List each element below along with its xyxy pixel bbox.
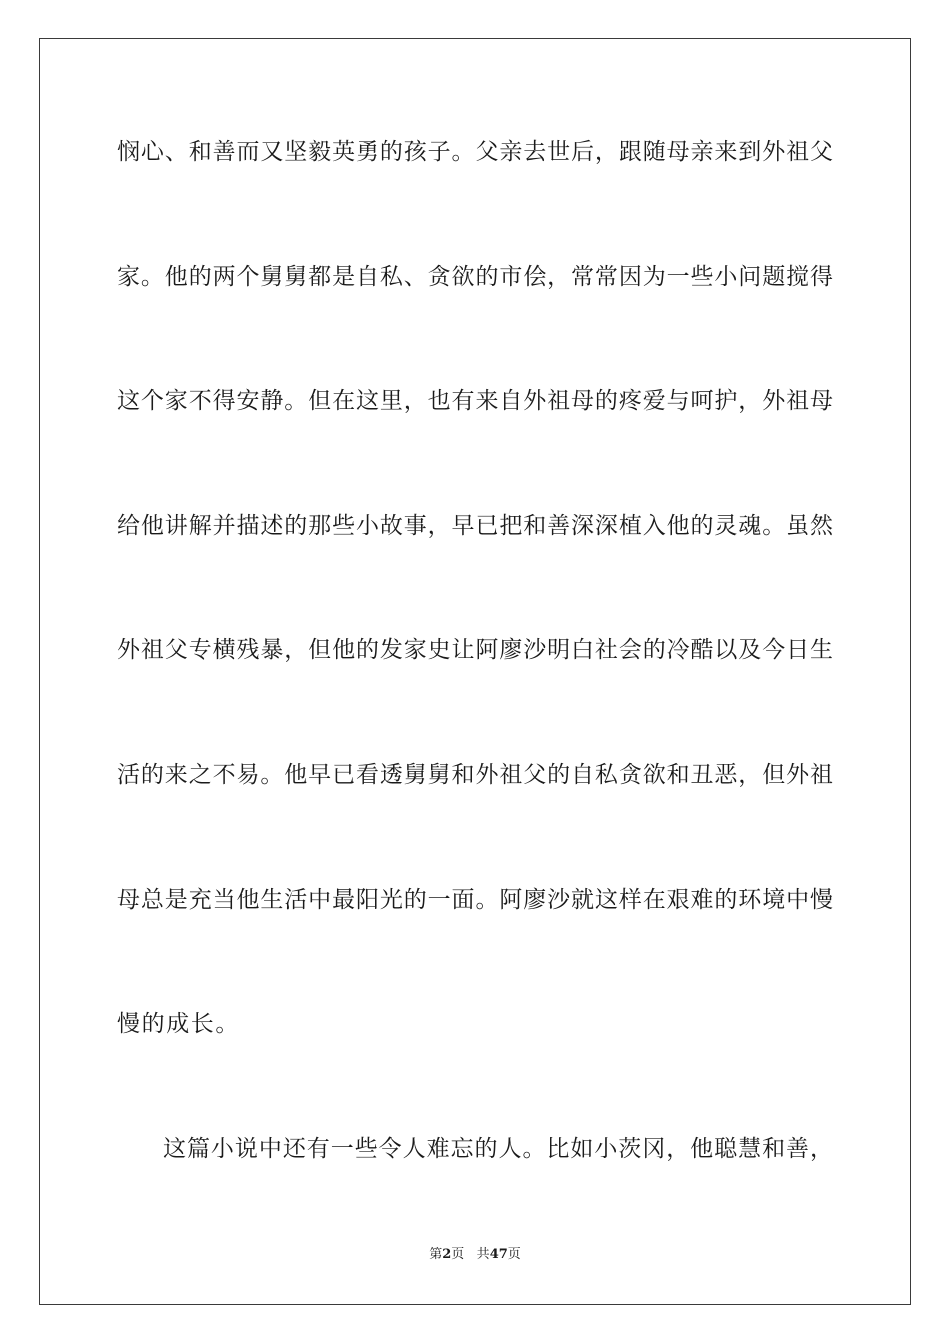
page-border: [39, 38, 911, 1305]
text-line-2: 家。他的两个舅舅都是自私、贪欲的市侩，常常因为一些小问题搅得: [117, 264, 833, 290]
total-pages: 47: [489, 1247, 508, 1262]
page-footer: [0, 1246, 950, 1264]
text-line-4: 给他讲解并描述的那些小故事，早已把和善深深植入他的灵魂。虽然: [117, 513, 833, 539]
total-suffix: 页: [507, 1247, 521, 1262]
total-prefix: 共: [476, 1247, 490, 1262]
page-suffix: 页: [451, 1247, 465, 1262]
text-line-7: 母总是充当他生活中最阳光的一面。阿廖沙就这样在艰难的环境中慢: [117, 887, 833, 913]
text-line-3: 这个家不得安静。但在这里，也有来自外祖母的疼爱与呵护，外祖母: [117, 388, 833, 414]
text-line-8: 慢的成长。: [117, 1011, 240, 1037]
text-line-6: 活的来之不易。他早已看透舅舅和外祖父的自私贪欲和丑恶，但外祖: [117, 762, 833, 788]
text-line-1: 悯心、和善而又坚毅英勇的孩子。父亲去世后，跟随母亲来到外祖父: [117, 139, 833, 165]
text-line-9: 这篇小说中还有一些令人难忘的人。比如小茨冈，他聪慧和善，: [163, 1136, 833, 1162]
text-line-5: 外祖父专横残暴，但他的发家史让阿廖沙明白社会的冷酷以及今日生: [117, 637, 833, 663]
page-prefix: 第: [429, 1247, 443, 1262]
page-number: 2: [442, 1247, 452, 1262]
